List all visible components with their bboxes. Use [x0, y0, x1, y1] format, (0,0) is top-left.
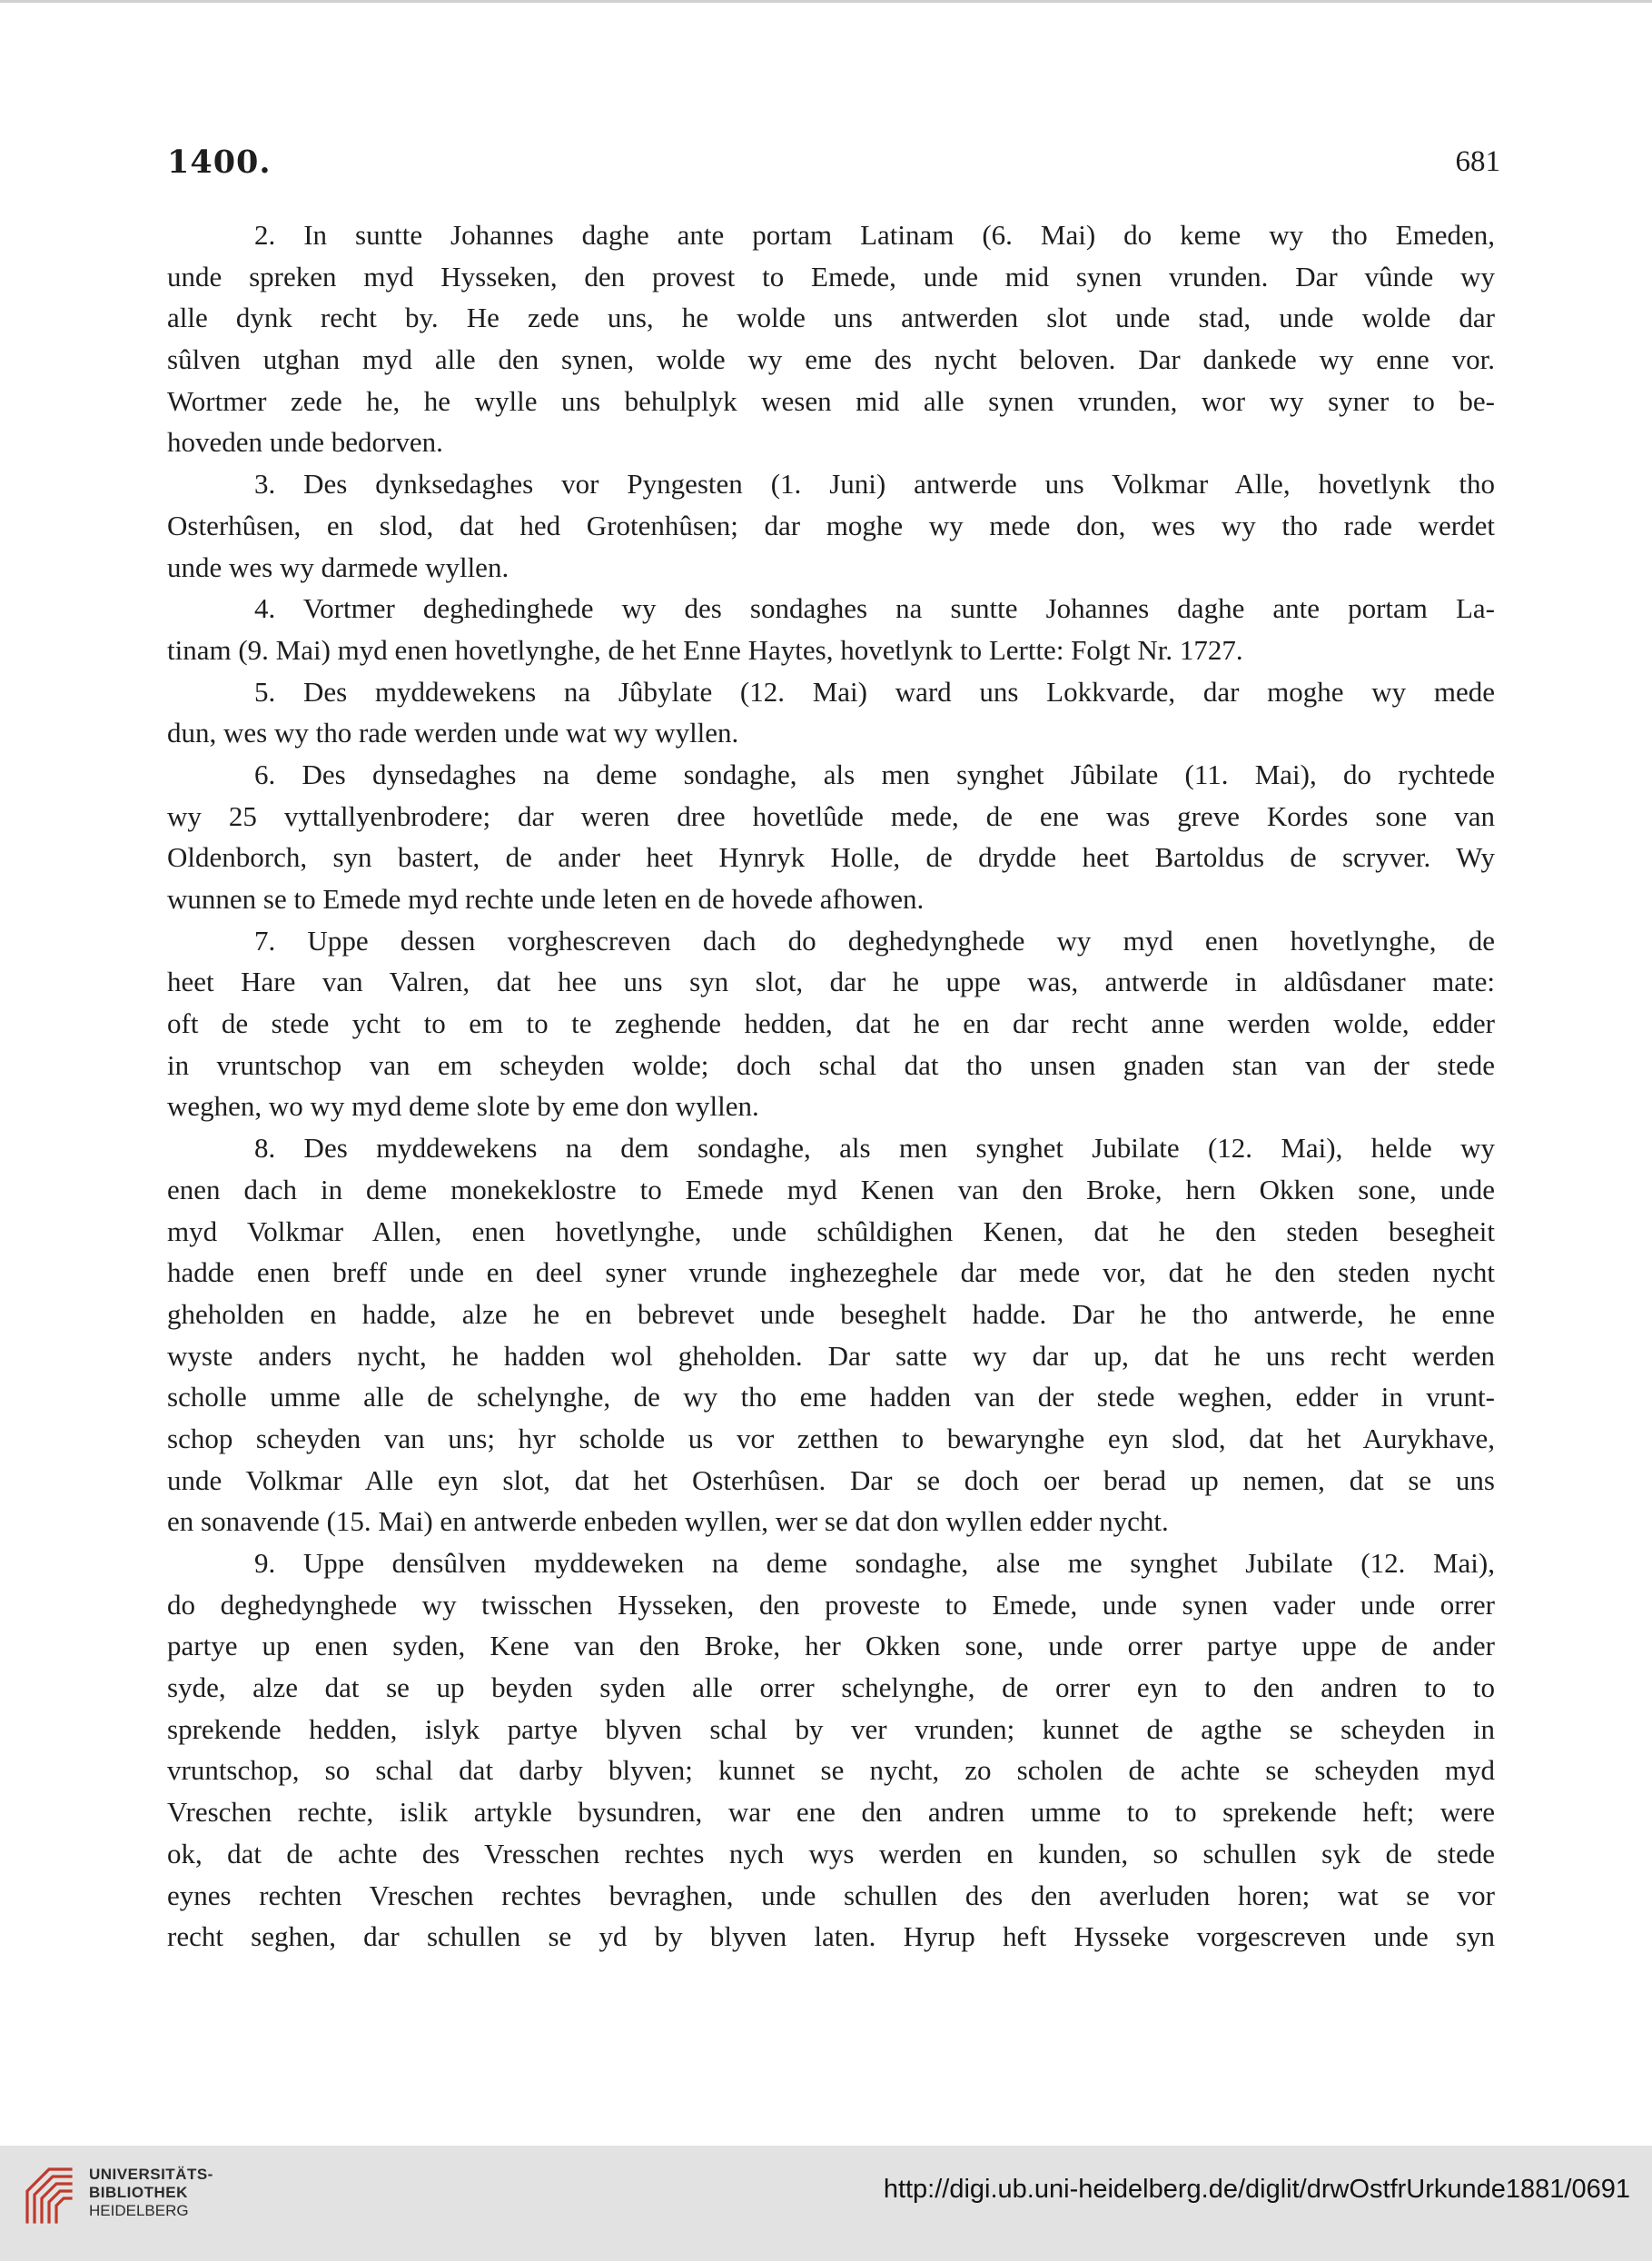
text-line: wyste anders nycht, he hadden wol gheholden. Dar satte wy dar up, dat he uns recht werden	[167, 1339, 1495, 1372]
document-body	[167, 214, 1495, 1958]
text-line: Oldenborch, syn bastert, de ander heet Hynryk Holle, de drydde heet Bartoldus de scryver. Wy	[167, 841, 1495, 874]
library-name	[89, 2166, 213, 2220]
paragraph	[167, 920, 1495, 1127]
text-line: weghen, wo wy myd deme slote by eme don wyllen.	[167, 1090, 759, 1123]
paragraph	[167, 754, 1495, 920]
text-line: 7. Uppe dessen vorghescreven dach do deghedynghede wy myd enen hovetlynghe, de	[254, 924, 1495, 957]
text-line: eynes rechten Vreschen rechtes bevraghen, unde schullen des den averluden horen; wat se vor	[167, 1879, 1495, 1911]
text-line: dun, wes wy tho rade werden unde wat wy wyllen.	[167, 717, 739, 749]
text-line: unde wes wy darmede wyllen.	[167, 550, 509, 583]
text-line: tinam (9. Mai) myd enen hovetlynghe, de het Enne Haytes, hovetlynk to Lertte: Folgt Nr. 1727.	[167, 633, 1243, 666]
paragraph	[167, 588, 1495, 670]
page-header	[167, 144, 1500, 189]
ub-heidelberg-logo-icon	[22, 2158, 80, 2227]
text-line: 3. Des dynksedaghes vor Pyngesten (1. Juni) antwerde uns Volkmar Alle, hovetlynk tho	[254, 468, 1495, 501]
text-line: unde spreken myd Hysseken, den provest to Emede, unde mid synen vrunden. Dar vûnde wy	[167, 260, 1495, 293]
paragraph	[167, 214, 1495, 463]
text-line: scholle umme alle de schelynghe, de wy tho eme hadden van der stede weghen, edder in vrunt-	[167, 1381, 1495, 1413]
text-line: do deghedynghede wy twisschen Hysseken, den proveste to Emede, unde synen vader unde orrer	[167, 1588, 1495, 1621]
text-line: hoveden unde bedorven.	[167, 426, 443, 459]
text-line: oft de stede ycht to em to te zeghende hedden, dat he en dar recht anne werden wolde, edder	[167, 1007, 1495, 1040]
text-line: in vruntschop van em scheyden wolde; doch schal dat tho unsen gnaden stan van der stede	[167, 1048, 1495, 1081]
permalink-url[interactable]: http://digi.ub.uni-heidelberg.de/diglit/drwOstfrUrkunde1881/0691	[883, 2175, 1630, 2204]
text-line: recht seghen, dar schullen se yd by blyven laten. Hyrup heft Hysseke vorgescreven unde syn	[167, 1920, 1495, 1953]
text-line: wunnen se to Emede myd rechte unde leten en de hovede afhowen.	[167, 883, 925, 915]
text-line: 6. Des dynsedaghes na deme sondaghe, als men synghet Jûbilate (11. Mai), do rychtede	[254, 758, 1495, 790]
text-line: 2. In suntte Johannes daghe ante portam Latinam (6. Mai) do keme wy tho Emeden,	[254, 219, 1495, 251]
library-name-line1: UNIVERSITÄTS-	[89, 2166, 213, 2183]
text-line: sûlven utghan myd alle den synen, wolde wy eme des nycht beloven. Dar dankede wy enne vor.	[167, 343, 1495, 376]
running-head-year: 1400.	[167, 144, 272, 181]
paragraph	[167, 463, 1495, 588]
paragraph	[167, 1542, 1495, 1958]
text-line: vruntschop, so schal dat darby blyven; kunnet se nycht, zo scholen de achte se scheyden myd	[167, 1754, 1495, 1787]
page-number: 681	[1455, 145, 1500, 178]
paragraph	[167, 1127, 1495, 1542]
text-line: enen dach in deme monekeklostre to Emede myd Kenen van den Broke, hern Okken sone, unde	[167, 1173, 1495, 1205]
text-line: partye up enen syden, Kene van den Broke, her Okken sone, unde orrer partye uppe de ander	[167, 1630, 1495, 1662]
text-line: gheholden en hadde, alze he en bebrevet unde beseghelt hadde. Dar he tho antwerde, he enne	[167, 1297, 1495, 1330]
text-line: 8. Des myddewekens na dem sondaghe, als men synghet Jubilate (12. Mai), helde wy	[254, 1132, 1495, 1165]
text-line: Wortmer zede he, he wylle uns behulplyk wesen mid alle synen vrunden, wor wy syner to be-	[167, 384, 1495, 417]
text-line: unde Volkmar Alle eyn slot, dat het Osterhûsen. Dar se doch oer berad up nemen, dat se uns	[167, 1463, 1495, 1496]
text-line: Vreschen rechte, islik artykle bysundren, war ene den andren umme to to sprekende heft; were	[167, 1796, 1495, 1829]
text-line: ok, dat de achte des Vresschen rechtes nych wys werden en kunden, so schullen syk de stede	[167, 1837, 1495, 1869]
text-line: myd Volkmar Allen, enen hovetlynghe, unde schûldighen Kenen, dat he den steden besegheit	[167, 1215, 1495, 1247]
text-line: wy 25 vyttallyenbrodere; dar weren dree hovetlûde mede, de ene was greve Kordes sone van	[167, 799, 1495, 832]
text-line: sprekende hedden, islyk partye blyven schal by ver vrunden; kunnet de agthe se scheyden in	[167, 1712, 1495, 1745]
text-line: alle dynk recht by. He zede uns, he wolde uns antwerden slot unde stad, unde wolde dar	[167, 302, 1495, 334]
library-name-line3: HEIDELBERG	[89, 2202, 189, 2219]
text-line: 9. Uppe densûlven myddeweken na deme sondaghe, alse me synghet Jubilate (12. Mai),	[254, 1547, 1495, 1579]
text-line: en sonavende (15. Mai) en antwerde enbeden wyllen, wer se dat don wyllen edder nycht.	[167, 1505, 1169, 1538]
text-line: 4. Vortmer deghedinghede wy des sondaghes na suntte Johannes daghe ante portam La-	[254, 592, 1495, 625]
text-line: 5. Des myddewekens na Jûbylate (12. Mai) ward uns Lokkvarde, dar moghe wy mede	[254, 675, 1495, 708]
page-top-edge	[0, 0, 1652, 3]
text-line: heet Hare van Valren, dat hee uns syn slot, dar he uppe was, antwerde in aldûsdaner mate:	[167, 966, 1495, 998]
text-line: syde, alze dat se up beyden syden alle orrer schelynghe, de orrer eyn to den andren to to	[167, 1671, 1495, 1704]
text-line: hadde enen breff unde en deel syner vrunde inghezeghele dar mede vor, dat he den steden nycht	[167, 1256, 1495, 1289]
footer-bar	[0, 2146, 1652, 2261]
paragraph	[167, 671, 1495, 754]
text-line: schop scheyden van uns; hyr scholde us vor zetthen to bewarynghe eyn slod, dat het Aurykhave,	[167, 1422, 1495, 1454]
text-line: Osterhûsen, en slod, dat hed Grotenhûsen; dar moghe wy mede don, wes wy tho rade werdet	[167, 509, 1495, 541]
library-name-line2: BIBLIOTHEK	[89, 2184, 188, 2201]
